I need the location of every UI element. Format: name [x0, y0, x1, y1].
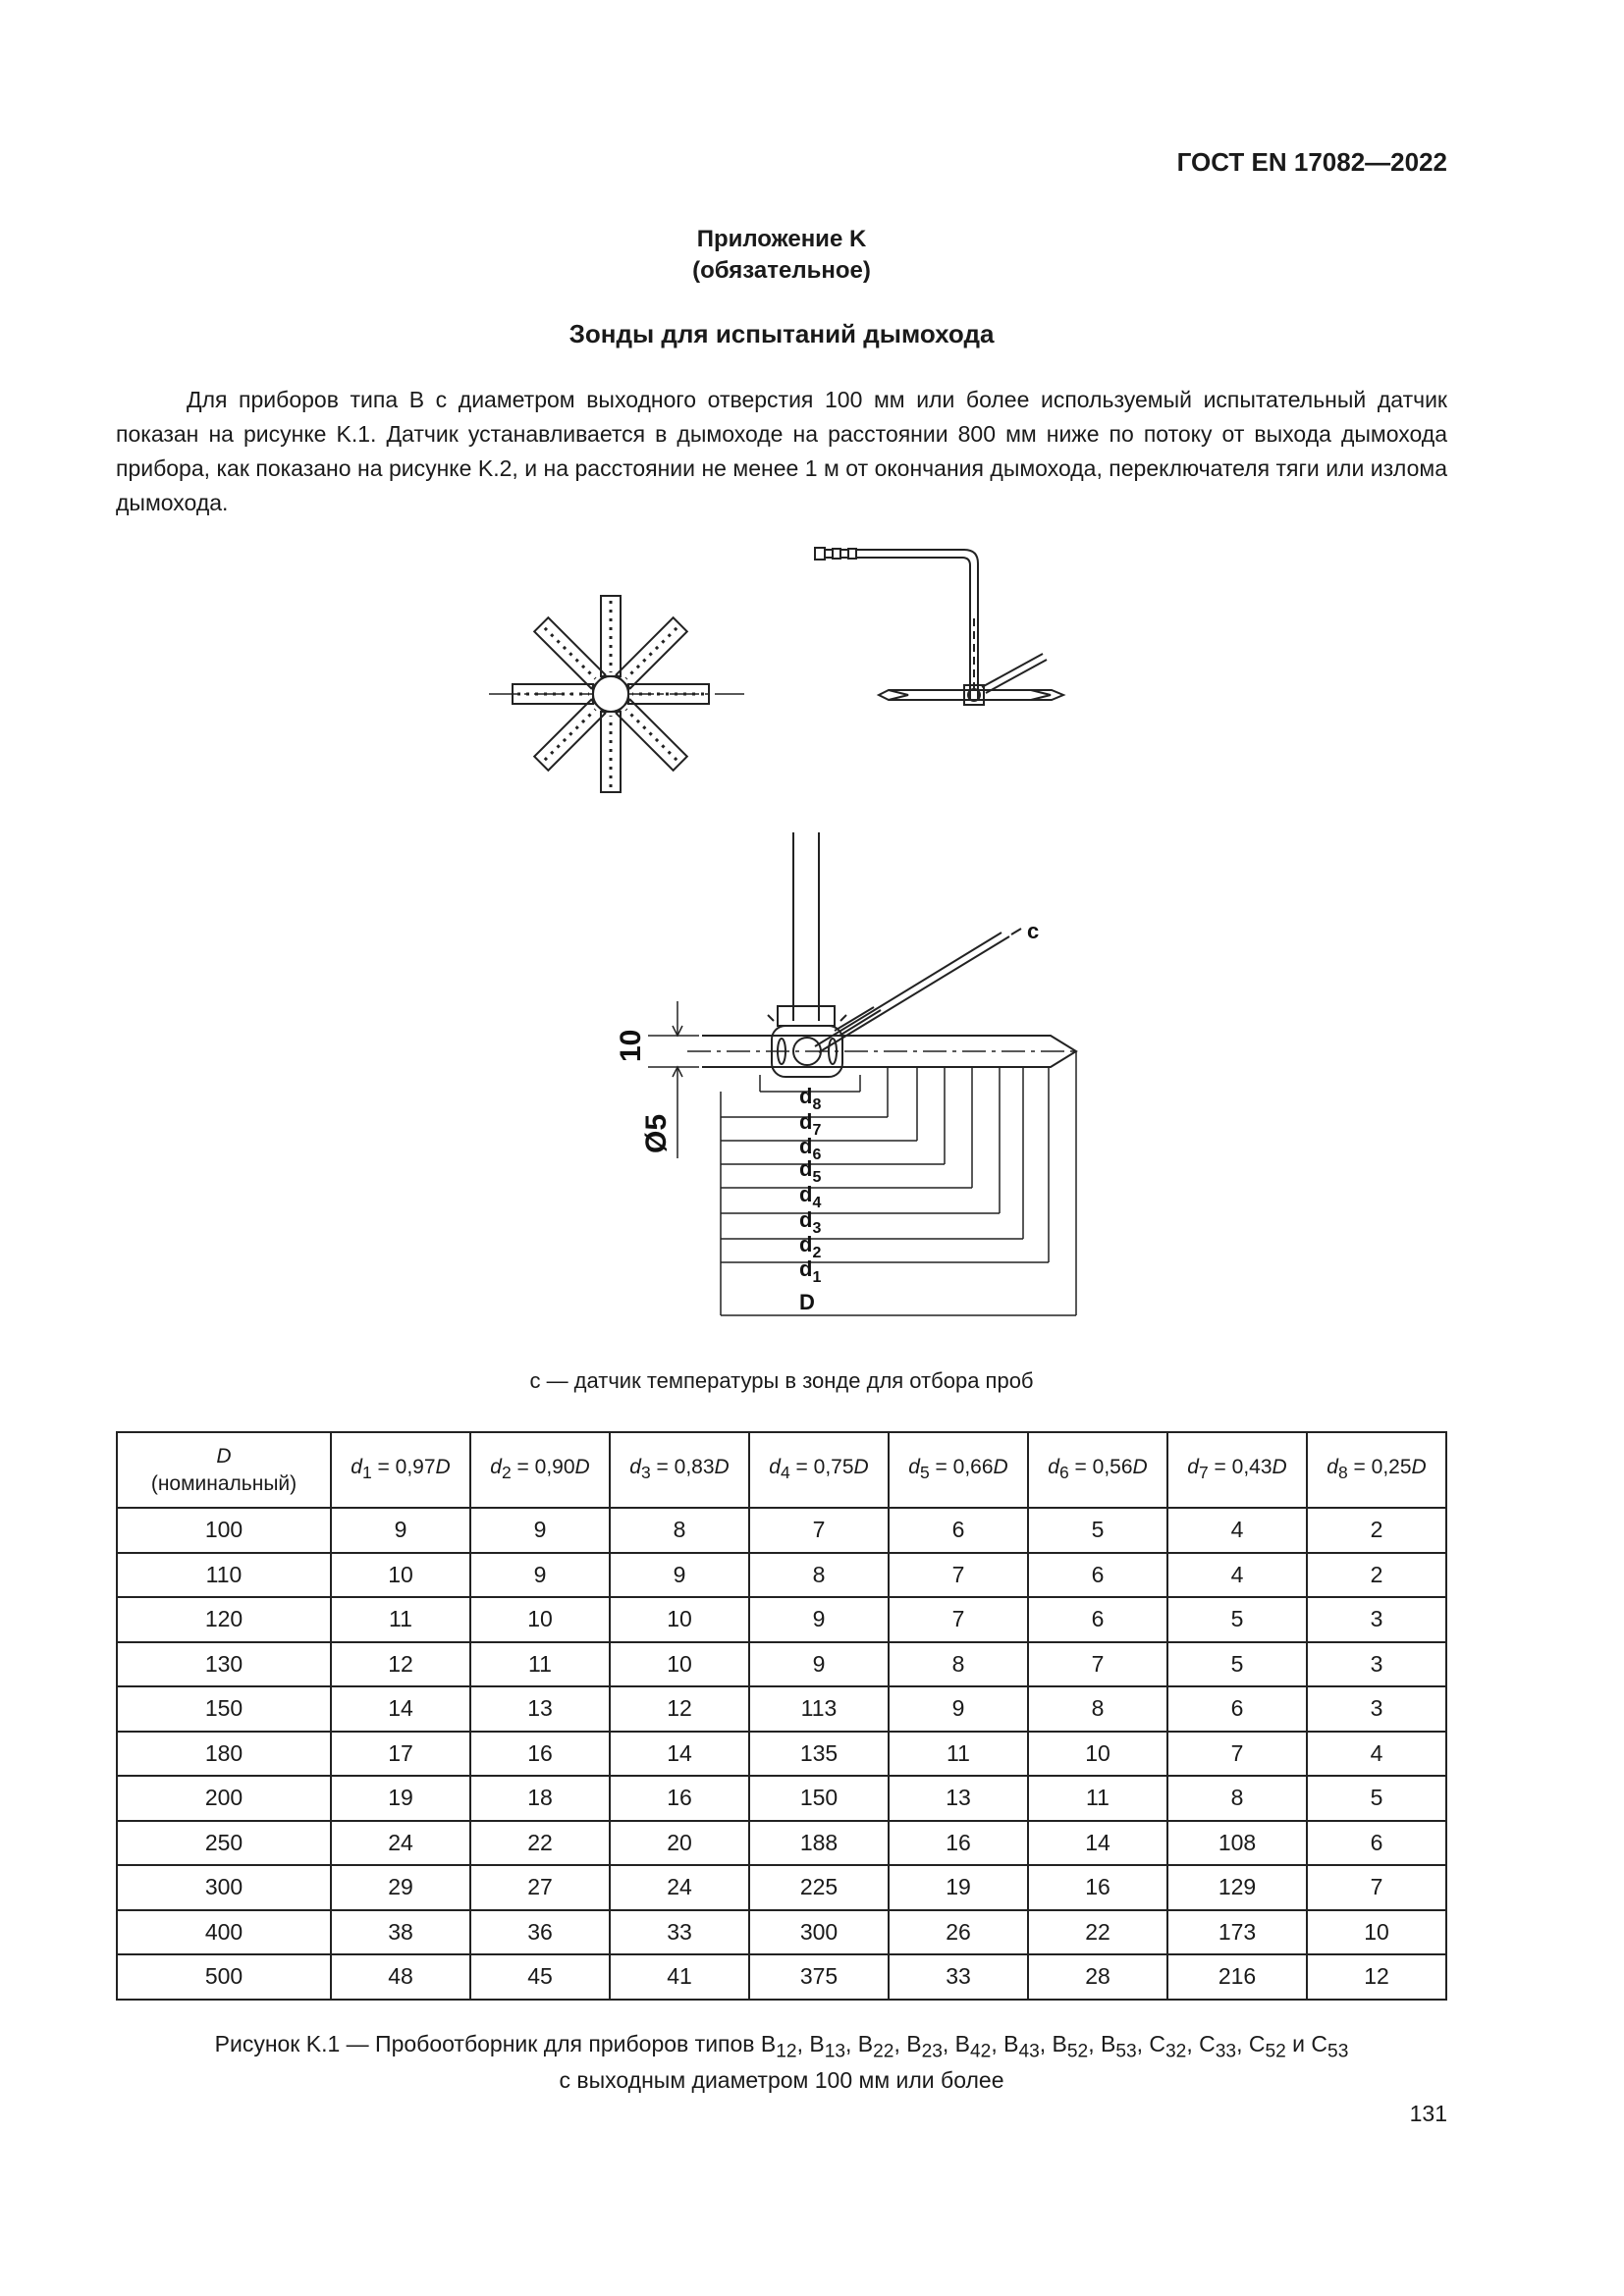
table-cell-d8: 2 — [1307, 1508, 1446, 1553]
table-cell-d1: 14 — [331, 1686, 470, 1732]
caption-line-2: с выходным диаметром 100 мм или более — [559, 2066, 1004, 2093]
table-cell-d4: 135 — [749, 1732, 889, 1777]
table-row — [117, 1865, 1446, 1910]
header-cell-d6: $d_6 = 0,56D$ — [1028, 1432, 1167, 1508]
table-cell-d4: 7 — [749, 1508, 889, 1553]
table-cell-d4: 375 — [749, 1954, 889, 2000]
table-cell-d7: 173 — [1167, 1910, 1307, 1955]
header-cell-d8: $d_8 = 0,25D$ — [1307, 1432, 1446, 1508]
annex-title: Приложение K — [696, 226, 867, 252]
table-cell-d1: 9 — [331, 1508, 470, 1553]
table-cell-d3: 10 — [610, 1597, 749, 1642]
label-d7: $d_7$ — [799, 1109, 822, 1139]
header-cell-d3: $d_3 = 0,83D$ — [610, 1432, 749, 1508]
table-cell-d6: 14 — [1028, 1821, 1167, 1866]
table-cell-d3: 41 — [610, 1954, 749, 2000]
table-cell-d6: 11 — [1028, 1776, 1167, 1821]
table-cell-d7: 5 — [1167, 1597, 1307, 1642]
table-cell-d7: 4 — [1167, 1508, 1307, 1553]
appliance-type: $B_{43}$, — [1003, 2031, 1053, 2062]
table-cell-d2: 11 — [470, 1642, 610, 1687]
appliance-type: $B_{22}$, — [857, 2031, 907, 2062]
probe-star-view — [489, 596, 744, 792]
table-cell-D: 500 — [117, 1954, 331, 2000]
table-cell-d4: 150 — [749, 1776, 889, 1821]
label-d6: $d_6$ — [799, 1134, 822, 1163]
table-cell-D: 250 — [117, 1821, 331, 1866]
table-cell-d1: 38 — [331, 1910, 470, 1955]
table-cell-d8: 6 — [1307, 1821, 1446, 1866]
caption-line-1 — [116, 2030, 1447, 2066]
table-cell-d8: 12 — [1307, 1954, 1446, 2000]
intro-paragraph: Для приборов типа B с диаметром выходного отверстия 100 мм или более используемый испытательный датчик показан на рисунке K.1. Датчик устанавливается в дымоходе на расстоянии 800 мм ниже по потоку от выхода дымохода прибора, как показано на рисунке K.2, и на расстоянии не менее 1 м от окончания дымохода, переключателя тяги или излома дымохода. — [116, 387, 1447, 515]
table-row — [117, 1954, 1446, 2000]
document-standard-number: ГОСТ EN 17082—2022 — [1176, 147, 1447, 177]
table-cell-d1: 48 — [331, 1954, 470, 2000]
table-cell-D: 100 — [117, 1508, 331, 1553]
table-cell-D: 110 — [117, 1553, 331, 1598]
probe-detail-view — [648, 832, 1080, 1315]
table-cell-d7: 6 — [1167, 1686, 1307, 1732]
table-cell-d6: 16 — [1028, 1865, 1167, 1910]
header-cell-d1: $d_1 = 0,97D$ — [331, 1432, 470, 1508]
table-cell-d6: 8 — [1028, 1686, 1167, 1732]
dimensions-table — [116, 1431, 1447, 2001]
table-cell-d5: 19 — [889, 1865, 1028, 1910]
appliance-type: $C_{52}$ и — [1248, 2031, 1312, 2062]
table-row — [117, 1508, 1446, 1553]
table-cell-d8: 4 — [1307, 1732, 1446, 1777]
appliance-type: $B_{23}$, — [906, 2031, 955, 2062]
header-cell-d2: $d_2 = 0,90D$ — [470, 1432, 610, 1508]
table-cell-d1: 19 — [331, 1776, 470, 1821]
label-d4: $d_4$ — [799, 1182, 822, 1211]
table-cell-d5: 11 — [889, 1732, 1028, 1777]
table-cell-d8: 3 — [1307, 1642, 1446, 1687]
table-cell-d7: 129 — [1167, 1865, 1307, 1910]
table-cell-d6: 6 — [1028, 1597, 1167, 1642]
table-cell-d7: 8 — [1167, 1776, 1307, 1821]
section-title: Зонды для испытаний дымохода — [568, 319, 995, 348]
table-body — [117, 1508, 1446, 2000]
label-dim-10: 10 — [615, 1029, 647, 1062]
table-row — [117, 1821, 1446, 1866]
table-cell-d7: 5 — [1167, 1642, 1307, 1687]
table-cell-d6: 10 — [1028, 1732, 1167, 1777]
table-cell-d3: 10 — [610, 1642, 749, 1687]
header-d-symbol: D — [216, 1444, 232, 1468]
table-cell-d2: 13 — [470, 1686, 610, 1732]
appliance-type: $B_{42}$, — [954, 2031, 1004, 2062]
table-row — [117, 1553, 1446, 1598]
table-cell-d4: 9 — [749, 1597, 889, 1642]
table-cell-d2: 10 — [470, 1597, 610, 1642]
table-cell-d5: 7 — [889, 1597, 1028, 1642]
table-cell-D: 120 — [117, 1597, 331, 1642]
table-cell-d1: 12 — [331, 1642, 470, 1687]
table-row — [117, 1686, 1446, 1732]
table-cell-d3: 16 — [610, 1776, 749, 1821]
table-cell-d2: 45 — [470, 1954, 610, 2000]
table-cell-d6: 7 — [1028, 1642, 1167, 1687]
table-cell-d5: 16 — [889, 1821, 1028, 1866]
label-dia-5: Ø5 — [640, 1113, 673, 1153]
table-cell-d2: 16 — [470, 1732, 610, 1777]
table-cell-d2: 9 — [470, 1553, 610, 1598]
table-cell-d8: 5 — [1307, 1776, 1446, 1821]
table-cell-d6: 5 — [1028, 1508, 1167, 1553]
table-cell-d3: 33 — [610, 1910, 749, 1955]
table-cell-d8: 7 — [1307, 1865, 1446, 1910]
table-cell-d8: 3 — [1307, 1597, 1446, 1642]
label-D: D — [799, 1290, 815, 1314]
table-cell-d8: 2 — [1307, 1553, 1446, 1598]
table-cell-d4: 188 — [749, 1821, 889, 1866]
annex-status: (обязательное) — [692, 257, 871, 284]
header-d-note: (номинальный) — [150, 1471, 298, 1495]
table-cell-d5: 6 — [889, 1508, 1028, 1553]
table-cell-d4: 8 — [749, 1553, 889, 1598]
label-d8: $d_8$ — [799, 1084, 822, 1113]
appliance-type: $B_{13}$, — [809, 2031, 858, 2062]
table-cell-d5: 7 — [889, 1553, 1028, 1598]
table-cell-d5: 9 — [889, 1686, 1028, 1732]
table-cell-d7: 4 — [1167, 1553, 1307, 1598]
appliance-type: $C_{53}$ — [1311, 2031, 1349, 2062]
table-cell-D: 130 — [117, 1642, 331, 1687]
table-cell-d5: 13 — [889, 1776, 1028, 1821]
table-cell-d7: 108 — [1167, 1821, 1307, 1866]
table-cell-d3: 9 — [610, 1553, 749, 1598]
label-d5: $d_5$ — [799, 1156, 822, 1186]
appliance-type: $C_{33}$, — [1199, 2031, 1249, 2062]
table-cell-d2: 9 — [470, 1508, 610, 1553]
table-cell-d3: 20 — [610, 1821, 749, 1866]
table-cell-d6: 22 — [1028, 1910, 1167, 1955]
appliance-type: $C_{32}$, — [1149, 2031, 1200, 2062]
table-cell-d1: 24 — [331, 1821, 470, 1866]
table-cell-d2: 22 — [470, 1821, 610, 1866]
table-cell-d5: 8 — [889, 1642, 1028, 1687]
table-cell-d6: 28 — [1028, 1954, 1167, 2000]
table-cell-d3: 12 — [610, 1686, 749, 1732]
table-row — [117, 1642, 1446, 1687]
label-d1: $d_1$ — [799, 1256, 822, 1286]
table-header-row — [117, 1432, 1446, 1508]
table-cell-D: 180 — [117, 1732, 331, 1777]
table-row — [117, 1732, 1446, 1777]
table-cell-d1: 29 — [331, 1865, 470, 1910]
probe-side-view — [815, 548, 1063, 705]
table-cell-d4: 113 — [749, 1686, 889, 1732]
appliance-type: $B_{52}$, — [1052, 2031, 1101, 2062]
table-cell-D: 300 — [117, 1865, 331, 1910]
table-cell-d7: 216 — [1167, 1954, 1307, 2000]
header-cell-d7: $d_7 = 0,43D$ — [1167, 1432, 1307, 1508]
label-d3: $d_3$ — [799, 1207, 822, 1237]
table-cell-d8: 3 — [1307, 1686, 1446, 1732]
appliance-type: $B_{12}$, — [760, 2031, 810, 2062]
label-c: c — [1027, 919, 1040, 943]
table-row — [117, 1597, 1446, 1642]
table-cell-d3: 14 — [610, 1732, 749, 1777]
table-row — [117, 1910, 1446, 1955]
table-cell-d2: 36 — [470, 1910, 610, 1955]
table-cell-D: 150 — [117, 1686, 331, 1732]
table-cell-d3: 8 — [610, 1508, 749, 1553]
figure-caption — [116, 2030, 1447, 2094]
table-cell-d7: 7 — [1167, 1732, 1307, 1777]
table-cell-d8: 10 — [1307, 1910, 1446, 1955]
caption-types — [760, 2031, 1349, 2062]
label-d2: $d_2$ — [799, 1232, 822, 1261]
table-cell-D: 400 — [117, 1910, 331, 1955]
table-cell-d6: 6 — [1028, 1553, 1167, 1598]
table-cell-d5: 26 — [889, 1910, 1028, 1955]
appliance-type: $B_{53}$, — [1100, 2031, 1150, 2062]
caption-prefix: Рисунок K.1 — Пробоотборник для приборов типов — [214, 2031, 761, 2056]
table-cell-d2: 18 — [470, 1776, 610, 1821]
table-row — [117, 1776, 1446, 1821]
table-cell-d1: 10 — [331, 1553, 470, 1598]
table-cell-d4: 225 — [749, 1865, 889, 1910]
table-cell-d4: 300 — [749, 1910, 889, 1955]
table-cell-D: 200 — [117, 1776, 331, 1821]
table-cell-d2: 27 — [470, 1865, 610, 1910]
page-number: 131 — [1409, 2101, 1447, 2126]
table-cell-d1: 11 — [331, 1597, 470, 1642]
figure-legend: c — датчик температуры в зонде для отбора проб — [529, 1368, 1034, 1393]
header-cell-D — [117, 1432, 331, 1508]
table-cell-d4: 9 — [749, 1642, 889, 1687]
table-cell-d3: 24 — [610, 1865, 749, 1910]
table-cell-d5: 33 — [889, 1954, 1028, 2000]
header-cell-d5: $d_5 = 0,66D$ — [889, 1432, 1028, 1508]
table-cell-d1: 17 — [331, 1732, 470, 1777]
header-cell-d4: $d_4 = 0,75D$ — [749, 1432, 889, 1508]
